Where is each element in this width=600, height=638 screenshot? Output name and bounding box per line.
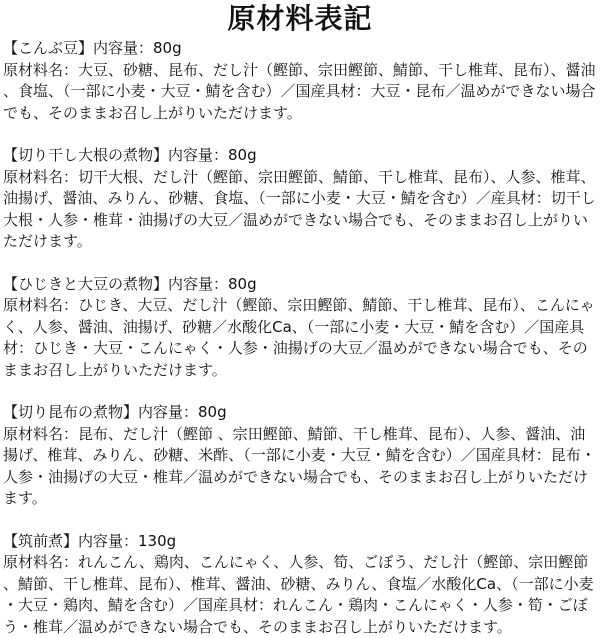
section-ingredients-text: 原材料名：切干大根、だし汁（鰹節、宗田鰹節、鯖節、干し椎茸、昆布）、人参、椎茸、油揚げ、醤油、みりん、砂糖、食塩、（一部に小麦・大豆・鯖を含む）／産具材：切干し大根・人参・椎茸・油揚げの大豆／温めができない場合でも、そのままお召し上がりいただけます。 bbox=[3, 168, 596, 251]
section-kiriboshi-daikon bbox=[3, 145, 597, 253]
section-chikuzenni bbox=[3, 531, 597, 638]
ingredients-document bbox=[0, 2, 600, 638]
section-name: 【切り昆布の煮物】 bbox=[3, 403, 138, 421]
section-name: 【切り干し大根の煮物】 bbox=[3, 146, 168, 164]
section-kiri-konbu bbox=[3, 402, 597, 510]
section-ingredients-text: 原材料名：大豆、砂糖、昆布、だし汁（鰹節、宗田鰹節、鯖節、干し椎茸、昆布）、醤油、食塩、（一部に小麦・大豆・鯖を含む）／国産具材：大豆・昆布／温めができない場合でも、そのままお召し上がりいただけます。 bbox=[3, 61, 596, 122]
section-heading bbox=[3, 146, 257, 164]
section-capacity: 内容量：80g bbox=[93, 39, 182, 57]
section-name: 【筑前煮】 bbox=[3, 532, 78, 550]
section-heading bbox=[3, 39, 182, 57]
section-heading bbox=[3, 532, 176, 550]
section-heading bbox=[3, 275, 257, 293]
section-capacity: 内容量：80g bbox=[138, 403, 227, 421]
sections-list bbox=[0, 38, 600, 638]
section-heading bbox=[3, 403, 227, 421]
section-ingredients-text: 原材料名：れんこん、鶏肉、こんにゃく、人参、筍、ごぼう、だし汁（鰹節、宗田鰹節、鯖節、干し椎茸、昆布）、椎茸、醤油、砂糖、みりん、食塩／水酸化Ca、（一部に小麦・大豆・鶏肉、鯖を含む）／国産具材：れんこん・鶏肉・こんにゃく・人参・筍・ごぼう・椎茸／温めができない場合でも、そのままお召し上がりいただけます。 bbox=[3, 553, 594, 636]
section-ingredients-text: 原材料名：ひじき、大豆、だし汁（鰹節、宗田鰹節、鯖節、干し椎茸、昆布）、こんにゃく、人参、醤油、油揚げ、砂糖／水酸化Ca、（一部に小麦・大豆・鯖を含む）／国産具材：ひじき・大豆・こんにゃく・人参・油揚げの大豆／温めができない場合でも、そのままお召し上がりいただけます。 bbox=[3, 296, 595, 379]
section-konbu-mame bbox=[3, 38, 597, 124]
section-name: 【ひじきと大豆の煮物】 bbox=[3, 275, 168, 293]
page-title: 原材料表記 bbox=[0, 2, 600, 36]
section-capacity: 内容量：80g bbox=[168, 146, 257, 164]
section-hijiki-daizu bbox=[3, 274, 597, 382]
section-capacity: 内容量：80g bbox=[168, 275, 257, 293]
section-ingredients-text: 原材料名：昆布、だし汁（鰹節 、宗田鰹節、鯖節、干し椎茸、昆布）、人参、醤油、油揚げ、椎茸、みりん、砂糖、米酢、（一部に小麦・大豆・鯖を含む）／国産具材：昆布・人参・油揚げの大豆・椎茸／温めができない場合でも、そのままお召し上がりいただけます。 bbox=[3, 425, 596, 508]
section-capacity: 内容量：130g bbox=[78, 532, 176, 550]
section-name: 【こんぶ豆】 bbox=[3, 39, 93, 57]
